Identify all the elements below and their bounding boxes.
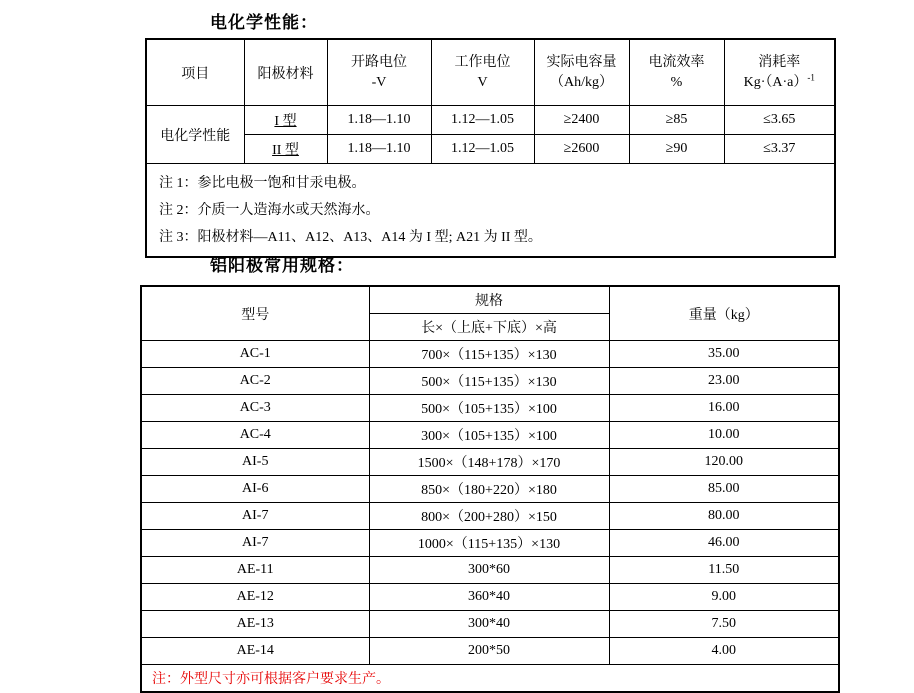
electrochemical-performance-table — [145, 38, 836, 258]
cell-model: AE-14 — [141, 638, 369, 665]
cell-weight: 46.00 — [609, 530, 839, 557]
cell-model: AC-3 — [141, 395, 369, 422]
table-row — [141, 584, 839, 611]
header-anode-material: 阳极材料 — [244, 39, 327, 106]
cell-spec: 300*40 — [369, 611, 609, 638]
table-row — [141, 449, 839, 476]
header-spec-group: 规格 — [369, 286, 609, 314]
note-3: 注 3：阳极材料—A11、A12、A13、A14 为 I 型; A21 为 II 型。 — [159, 229, 542, 245]
cell-efficiency: ≥90 — [629, 135, 724, 164]
cell-spec: 850×（180+220）×180 — [369, 476, 609, 503]
consumption-unit-exponent: -1 — [807, 71, 815, 82]
header-consumption-rate — [724, 39, 835, 106]
table-row — [141, 530, 839, 557]
cell-weight: 11.50 — [609, 557, 839, 584]
cell-spec: 360*40 — [369, 584, 609, 611]
header-unit: V — [477, 74, 488, 90]
table-notes-row — [146, 164, 835, 258]
section-title-specifications: 铝阳极常用规格： — [210, 256, 354, 275]
row-group-label: 电化学性能 — [146, 106, 244, 164]
header-working-potential — [431, 39, 534, 106]
header-item: 项目 — [146, 39, 244, 106]
header-line: 电流效率 — [648, 54, 705, 70]
cell-model: AI-6 — [141, 476, 369, 503]
table-row — [141, 368, 839, 395]
cell-weight: 9.00 — [609, 584, 839, 611]
cell-model: AE-13 — [141, 611, 369, 638]
cell-consumption: ≤3.65 — [724, 106, 835, 135]
cell-spec: 300×（105+135）×100 — [369, 422, 609, 449]
cell-capacity: ≥2400 — [534, 106, 629, 135]
table-header-row — [146, 39, 835, 106]
cell-working: 1.12—1.05 — [431, 135, 534, 164]
header-line: 开路电位 — [351, 54, 407, 70]
cell-capacity: ≥2600 — [534, 135, 629, 164]
cell-spec: 500×（105+135）×100 — [369, 395, 609, 422]
cell-type: I 型 — [244, 106, 327, 135]
cell-type: II 型 — [244, 135, 327, 164]
cell-weight: 80.00 — [609, 503, 839, 530]
section-title-electrochemical: 电化学性能： — [210, 13, 318, 32]
cell-spec: 1500×（148+178）×170 — [369, 449, 609, 476]
cell-weight: 35.00 — [609, 341, 839, 368]
table-row — [141, 395, 839, 422]
cell-model: AC-1 — [141, 341, 369, 368]
cell-model: AI-7 — [141, 503, 369, 530]
header-unit: （Ah/kg） — [550, 74, 613, 90]
header-current-efficiency — [629, 39, 724, 106]
note-2: 注 2：介质一人造海水或天然海水。 — [159, 202, 380, 218]
cell-spec: 700×（115+135）×130 — [369, 341, 609, 368]
header-weight: 重量（kg） — [609, 286, 839, 341]
table-row — [141, 557, 839, 584]
cell-model: AI-5 — [141, 449, 369, 476]
table-row — [141, 611, 839, 638]
table-header-row — [141, 286, 839, 314]
footnote-red-text: 注：外型尺寸亦可根据客户要求生产。 — [141, 665, 839, 693]
cell-model: AI-7 — [141, 530, 369, 557]
header-model: 型号 — [141, 286, 369, 341]
cell-consumption: ≤3.37 — [724, 135, 835, 164]
anode-specifications-table — [140, 285, 840, 693]
cell-weight: 16.00 — [609, 395, 839, 422]
header-unit: -V — [371, 74, 387, 90]
note-1: 注 1：参比电极一饱和甘汞电极。 — [159, 175, 366, 191]
table-row — [141, 476, 839, 503]
cell-model: AE-11 — [141, 557, 369, 584]
table-row — [146, 106, 835, 135]
header-spec-detail: 长×（上底+下底）×高 — [369, 314, 609, 341]
table-footnote-row — [141, 665, 839, 693]
header-open-circuit-potential — [327, 39, 431, 106]
cell-model: AC-2 — [141, 368, 369, 395]
table-row — [141, 638, 839, 665]
cell-weight: 23.00 — [609, 368, 839, 395]
cell-model: AC-4 — [141, 422, 369, 449]
cell-spec: 300*60 — [369, 557, 609, 584]
cell-model: AE-12 — [141, 584, 369, 611]
cell-open-circuit: 1.18—1.10 — [327, 135, 431, 164]
cell-weight: 7.50 — [609, 611, 839, 638]
table-row — [141, 341, 839, 368]
header-unit — [725, 73, 835, 93]
cell-weight: 120.00 — [609, 449, 839, 476]
cell-spec: 1000×（115+135）×130 — [369, 530, 609, 557]
cell-spec: 500×（115+135）×130 — [369, 368, 609, 395]
header-line: 工作电位 — [454, 54, 511, 70]
table-row — [146, 135, 835, 164]
cell-working: 1.12—1.05 — [431, 106, 534, 135]
cell-weight: 10.00 — [609, 422, 839, 449]
header-unit: % — [670, 74, 683, 90]
table-row — [141, 503, 839, 530]
notes-cell — [146, 164, 835, 258]
table-row — [141, 422, 839, 449]
cell-weight: 85.00 — [609, 476, 839, 503]
header-actual-capacity — [534, 39, 629, 106]
cell-open-circuit: 1.18—1.10 — [327, 106, 431, 135]
consumption-unit-base: Kg·（A·a） — [743, 74, 808, 90]
cell-spec: 800×（200+280）×150 — [369, 503, 609, 530]
header-line: 消耗率 — [758, 54, 801, 70]
cell-efficiency: ≥85 — [629, 106, 724, 135]
cell-spec: 200*50 — [369, 638, 609, 665]
header-line: 实际电容量 — [546, 54, 617, 70]
cell-weight: 4.00 — [609, 638, 839, 665]
